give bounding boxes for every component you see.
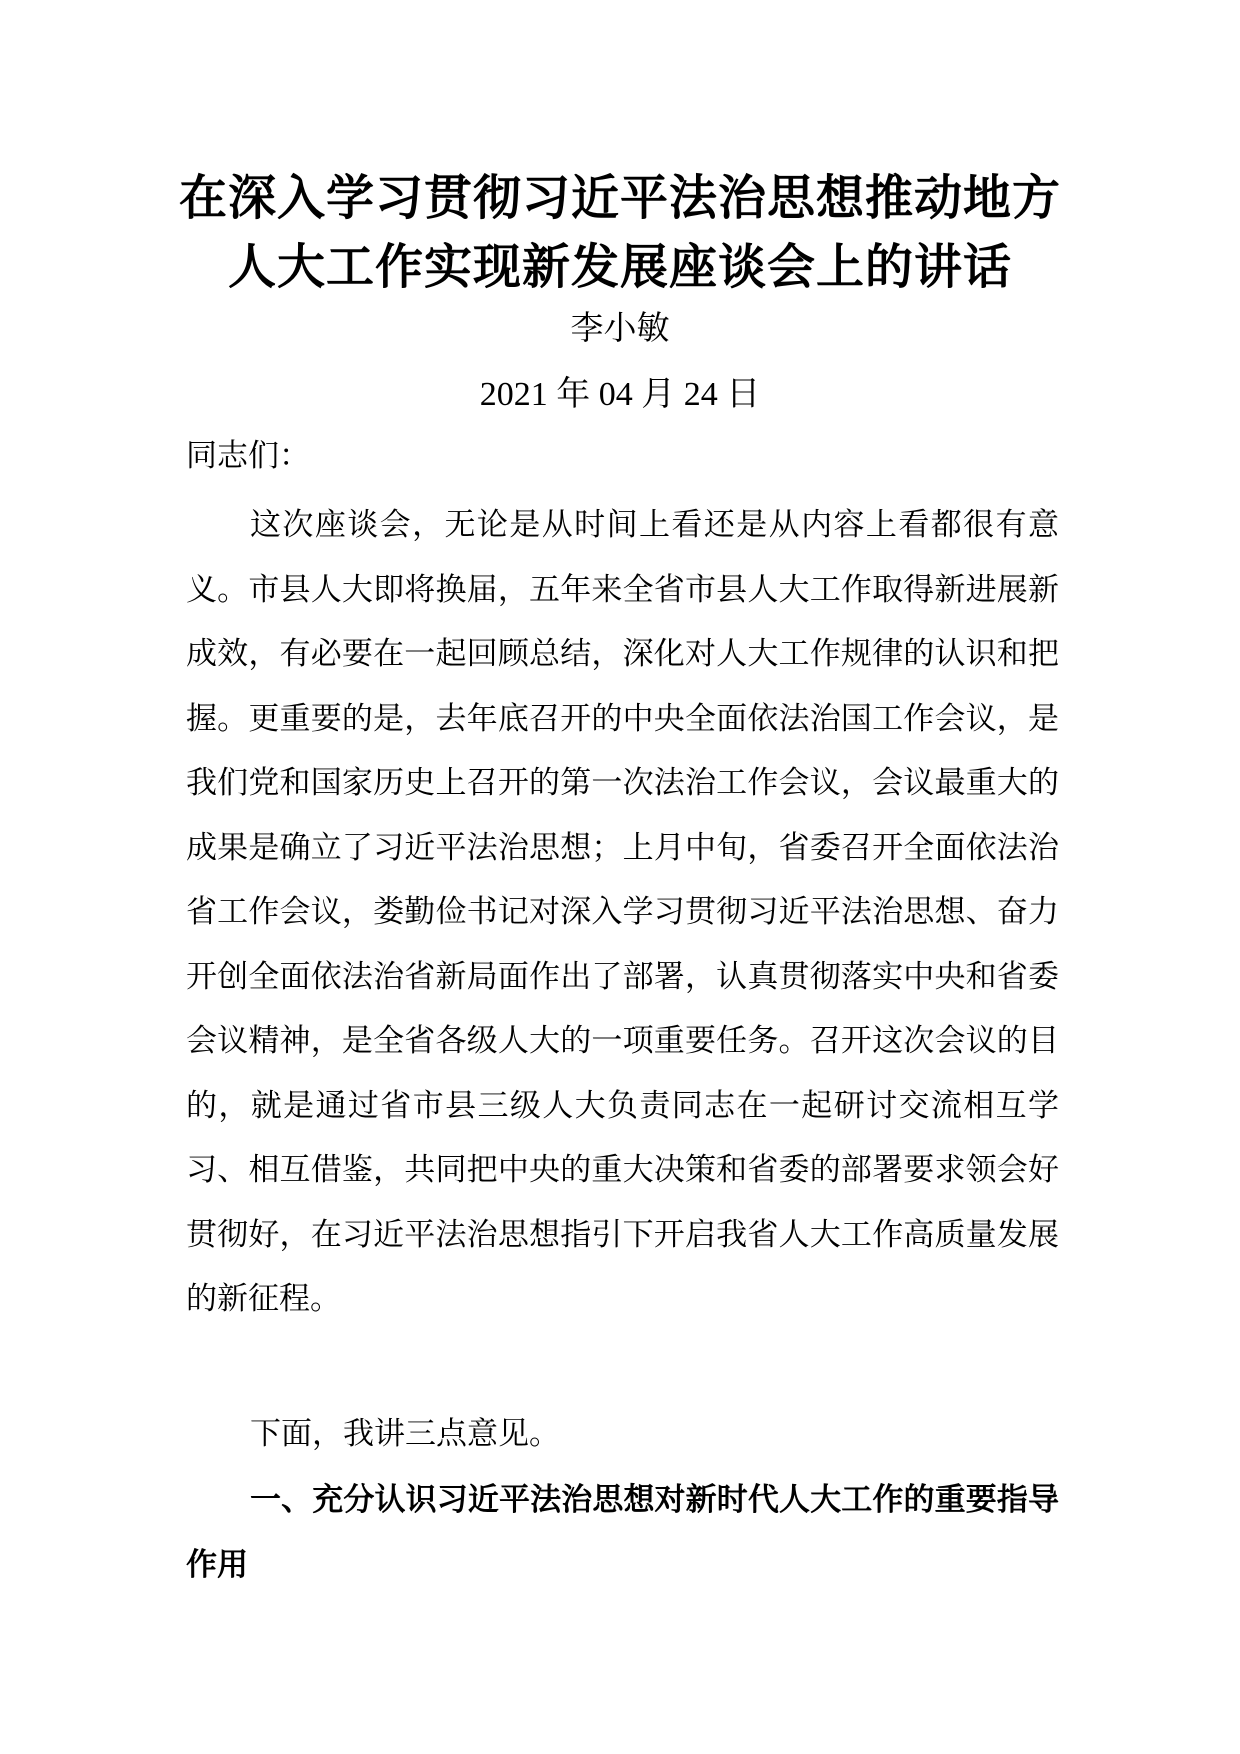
document-title-line-2: 人大工作实现新发展座谈会上的讲话 (227, 239, 1012, 295)
salutation: 同志们： (186, 438, 310, 474)
document-title-line-1: 在深入学习贯彻习近平法治思想推动地方 (178, 170, 1061, 226)
body-paragraph: 下面，我讲三点意见。 (250, 1416, 560, 1452)
section-heading: 一、充分认识习近平法治思想对新时代人大工作的重要指导作用 (186, 1482, 1059, 1583)
body-paragraph: 这次座谈会，无论是从时间上看还是从内容上看都很有意义。市县人大即将换届，五年来全省市县人大工作取得新进展新成效，有必要在一起回顾总结，深化对人大工作规律的认识和把握。更重要的是，去年底召开的中央全面依法治国工作会议，是我们党和国家历史上召开的第一次法治工作会议，会议最重大的成果是确立了习近平法治思想；上月中旬，省委召开全面依法治省工作会议，娄勤俭书记对深入学习贯彻习近平法治思想、奋力开创全面依法治省新局面作出了部署，认真贯彻落实中央和省委会议精神，是全省各级人大的一项重要任务。召开这次会议的目的，就是通过省市县三级人大负责同志在一起研讨交流相互学习、相互借鉴，共同把中央的重大决策和省委的部署要求领会好贯彻好，在习近平法治思想指引下开启我省人大工作高质量发展的新征程。 (186, 507, 1059, 1317)
author-name: 李小敏 (570, 308, 670, 347)
speech-date: 2021 年 04 月 24 日 (479, 376, 761, 413)
